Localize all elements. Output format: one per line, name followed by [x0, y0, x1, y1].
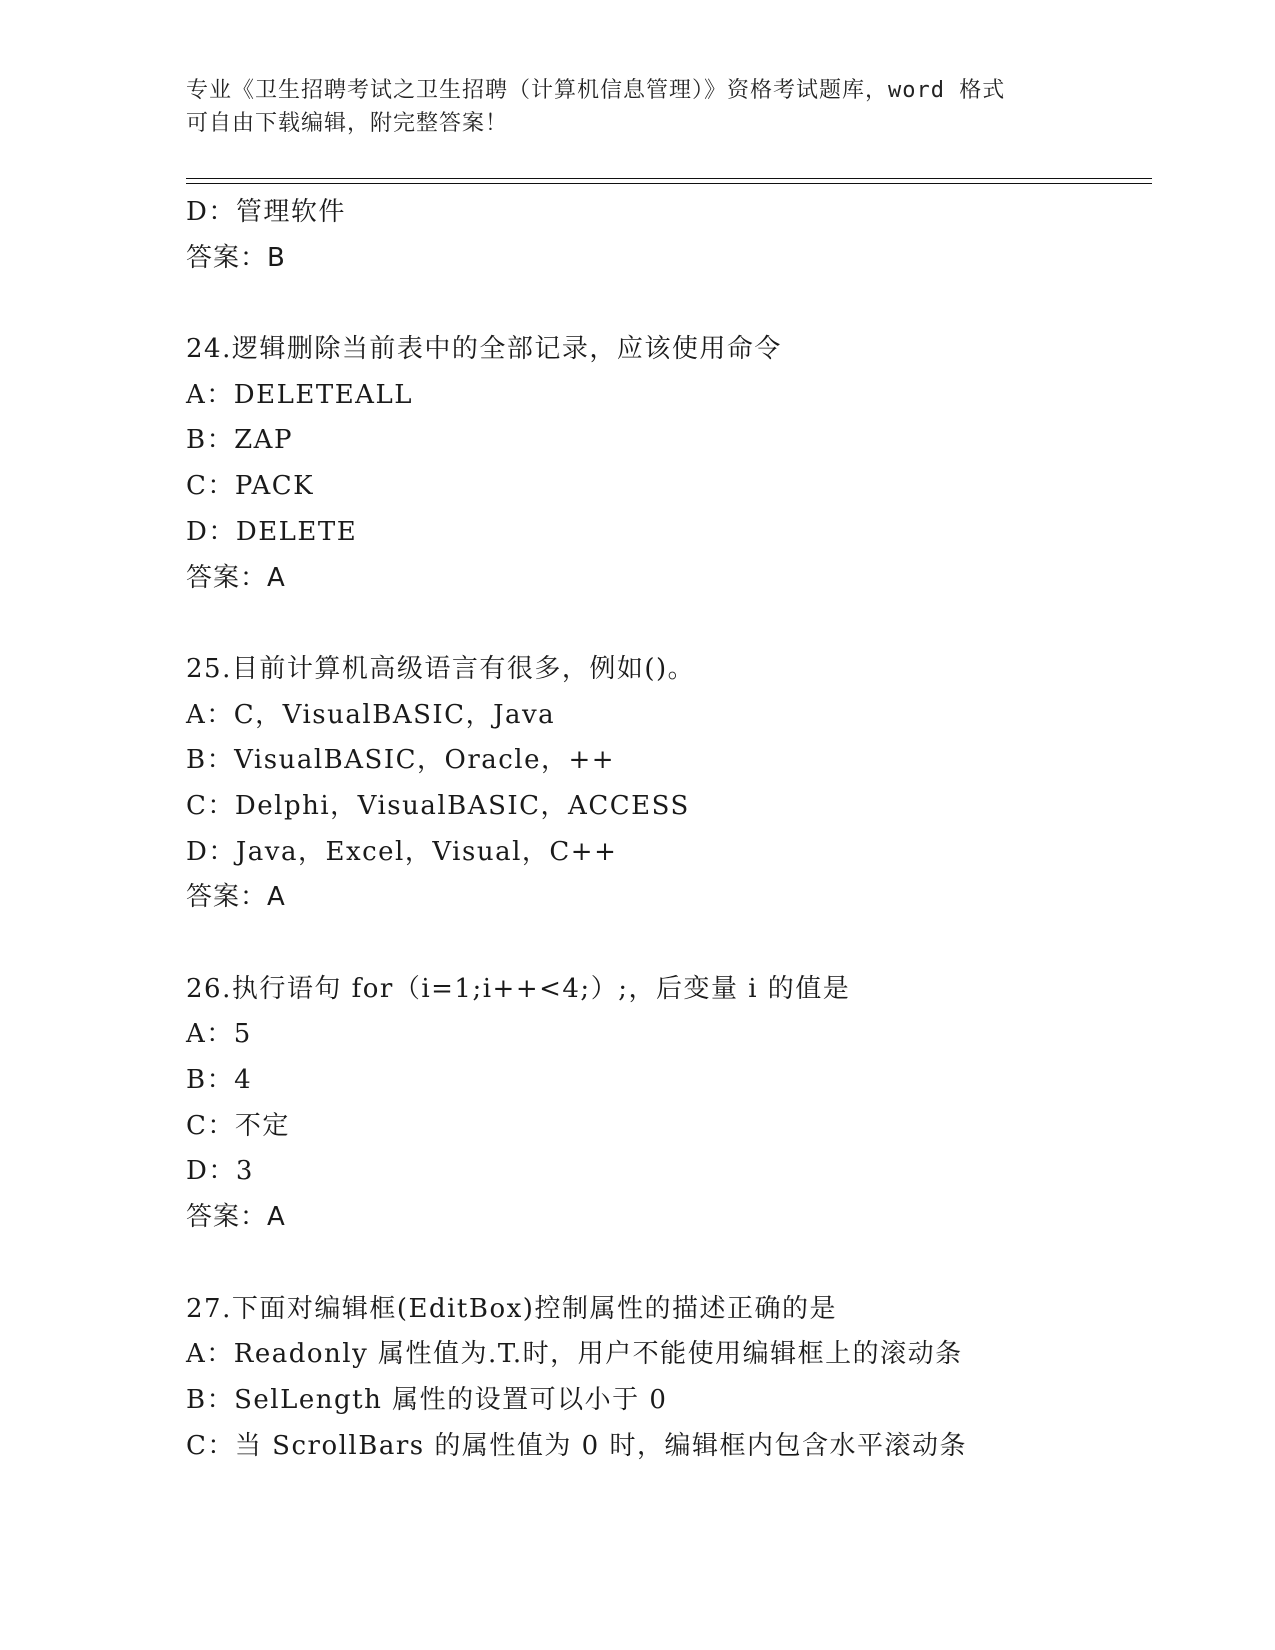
spacer [186, 921, 1146, 967]
question-title: 25.目前计算机高级语言有很多，例如()。 [186, 653, 696, 684]
option-a: A：5 [186, 1019, 252, 1050]
option-b: B：SelLength 属性的设置可以小于 0 [186, 1384, 668, 1415]
option-d: D：管理软件 [186, 197, 346, 227]
header-line-1: 专业《卫生招聘考试之卫生招聘（计算机信息管理）》资格考试题库，word 格式 [186, 78, 1006, 103]
answer-line: 答案：A [186, 1202, 286, 1233]
answer-line: 答案：B [186, 242, 286, 273]
option-c: C：当 ScrollBars 的属性值为 0 时，编辑框内包含水平滚动条 [186, 1430, 967, 1461]
option-d: D：Java，Excel，Visual，C++ [186, 836, 618, 867]
header-divider-bottom [186, 183, 1152, 184]
option-b: B：ZAP [186, 425, 293, 456]
spacer [186, 1241, 1146, 1287]
header-line-2: 可自由下载编辑，附完整答案！ [186, 111, 509, 136]
question-title: 27.下面对编辑框(EditBox)控制属性的描述正确的是 [186, 1293, 837, 1324]
answer-line: 答案：A [186, 882, 286, 913]
option-c: C：Delphi，VisualBASIC，ACCESS [186, 790, 690, 821]
header-divider-top [186, 178, 1152, 179]
option-a: A：Readonly 属性值为.T.时，用户不能使用编辑框上的滚动条 [186, 1339, 963, 1370]
option-a: A：C，VisualBASIC，Java [186, 699, 556, 730]
option-c: C：不定 [186, 1110, 290, 1141]
option-b: B：4 [186, 1065, 253, 1096]
question-title: 26.执行语句 for（i=1;i++<4;）;，后变量 i 的值是 [186, 973, 851, 1004]
option-d: D：DELETE [186, 516, 358, 547]
answer-line: 答案：A [186, 562, 286, 593]
document-header [186, 74, 1086, 140]
option-a: A：DELETEALL [186, 379, 413, 410]
spacer [186, 601, 1146, 647]
spacer [186, 281, 1146, 327]
question-title: 24.逻辑删除当前表中的全部记录，应该使用命令 [186, 334, 782, 365]
option-c: C：PACK [186, 471, 315, 502]
option-d: D：3 [186, 1156, 254, 1187]
option-b: B：VisualBASIC，Oracle，++ [186, 745, 616, 776]
question-list [186, 190, 1146, 1469]
